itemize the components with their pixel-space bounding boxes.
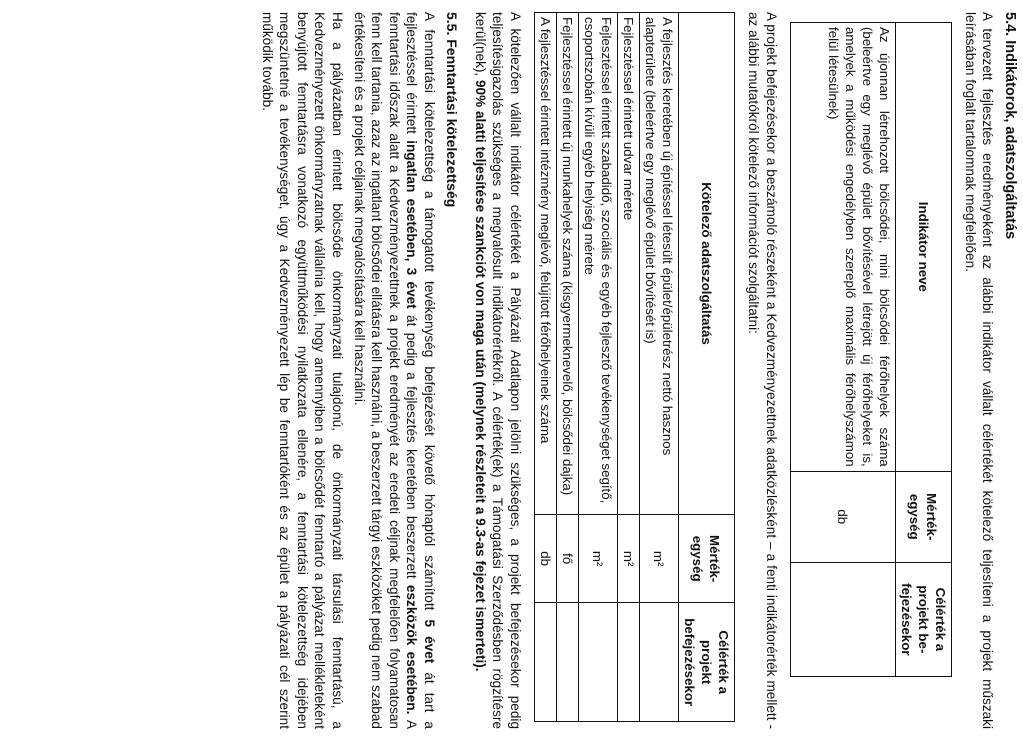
maintenance-paragraph-1 <box>351 12 438 729</box>
header-target: Célérték a projekt be-fejezésekor <box>895 562 951 676</box>
table-row <box>556 13 578 722</box>
sanction-emphasis: 90% alatti teljesítése szankciót von maga után (melynek részleteit a 9.3-as fejezet ismerteti). <box>472 80 488 672</box>
indicator-target-cell <box>790 562 895 676</box>
table-row <box>790 23 895 677</box>
table-row <box>578 13 617 722</box>
header-target: Célérték a projekt befejezésekor <box>678 603 734 722</box>
header-unit: Mérték-egység <box>678 514 734 602</box>
text-run: A fenntartási időszak alatt a Kedvezményezettnek a projekt eredményét az eredeti céljnak megfelelően folyamatosan fenn kell tartania, azaz az ingatlant bölcsődei ellátásra kell használni, a beszerzett tárgyi eszközöket pedig nem szabad értékesíteni és a projekt céljainak megvalósítására kell használni. <box>352 12 420 730</box>
data-unit-cell: fő <box>556 514 578 602</box>
indicator-name-cell: Az újonnan létrehozott bölcsődei, mini bölcsődei férőhelyek száma (beleértve egy meglévő épület bővítésével létrejött új férőhelyeket is, amelyek a működési engedélyben szereplő maximális férőhelyszámon felül létesülnek) <box>790 23 895 472</box>
indicator-unit-cell: db <box>790 471 895 562</box>
section-title-indicators: 5.4. Indikátorok, adatszolgáltatás <box>1002 12 1018 240</box>
text-run: A fenntartási kötelezettség a támogatott tevékenység befejezését követő hónaptól számított <box>421 12 437 620</box>
data-name-cell: Fejlesztéssel érintett új munkahelyek száma (kisgyermeknevelő, bölcsődei dajka) <box>556 13 578 515</box>
data-supply-paragraph: A projekt befejezésekor a beszámoló részeként a Kedvezményezettnek adatközlésként – a fenti indikátorérték mellett - az alábbi mutatókról kötelező információt szolgáltatni: <box>746 12 779 729</box>
bold-run: ingatlan esetében, 3 évet <box>404 140 420 309</box>
text-run: át tart a fejlesztéssel érintett <box>404 12 437 729</box>
data-supply-table <box>534 12 735 722</box>
table-header-row <box>678 13 734 722</box>
data-target-cell <box>617 603 639 722</box>
data-name-cell: A fejlesztéssel érintett intézmény meglévő, felújított férőhelyeinek száma <box>534 13 556 515</box>
table-row <box>639 13 678 722</box>
data-unit-cell: db <box>534 514 556 602</box>
header-unit: Mérték-egység <box>895 471 951 562</box>
table-row <box>617 13 639 722</box>
header-mandatory-data: Kötelező adatszolgáltatás <box>678 13 734 515</box>
section-title-maintenance: 5.5. Fenntartási kötelezettség <box>443 12 460 208</box>
data-unit-cell: m² <box>617 514 639 602</box>
data-target-cell <box>556 603 578 722</box>
bold-run: 5 évet <box>421 619 437 664</box>
bold-run: eszközök esetében. <box>404 584 420 715</box>
data-target-cell <box>534 603 556 722</box>
data-unit-cell: m² <box>639 514 678 602</box>
indicator-obligation-paragraph <box>472 12 524 729</box>
indicators-intro: A tervezett fejlesztés eredményeként az alábbi indikátor vállalt célértékét kötelező teljesíteni a projekt műszaki leírásában foglalt tartalomnak megfelelően. <box>963 12 996 729</box>
text-run: át pedig a fejlesztés keretében beszerzett <box>404 308 420 585</box>
maintenance-paragraph-2: Ha a pályázatban érintett bölcsőde önkormányzati tulajdonú, de önkormányzati társulási fenntartású, a Kedvezményezett önkormányzatnak vállalnia kell, hogy amennyiben a bölcsődét fenntartó a pályázat mellékleteként benyújtott fenntartásra vonatkozó együttműködési nyilatkozata ellenére, a fenntartási kötelezettség idejében megszüntetné a tevékenységet, úgy a Kedvezményezett lép be fenntartóként és az épület a pályázati cél szerint működik tovább. <box>260 12 345 729</box>
table-header-row <box>895 23 951 677</box>
data-name-cell: A fejlesztés keretében új építéssel létesült épület/épületrész nettó hasznos alapterülete (beleértve egy meglévő épület bővítését is) <box>639 13 678 515</box>
data-unit-cell: m² <box>578 514 617 602</box>
data-name-cell: Fejlesztéssel érintett szabadidő, szociális és egyéb fejlesztő tevékenységet segítő, csoportszobán kívüli egyéb helyiség mérete <box>578 13 617 515</box>
indicator-table <box>790 22 952 677</box>
header-indicator-name: Indikátor neve <box>895 23 951 472</box>
table-row <box>534 13 556 722</box>
data-target-cell <box>578 603 617 722</box>
data-name-cell: Fejlesztéssel érintett udvar mérete <box>617 13 639 515</box>
indicator-obligation-text: A kötelezően vállalt indikátor célértékét a Pályázati Adatlapon jelölni szükséges, a projekt befejezésekor pedig teljesítésigazolás szükséges a megvalósult indikátorértékről. A célérték(ek) a Támogatási Szerződésben rögzítésre kerül(nek), <box>472 12 523 729</box>
data-target-cell <box>639 603 678 722</box>
